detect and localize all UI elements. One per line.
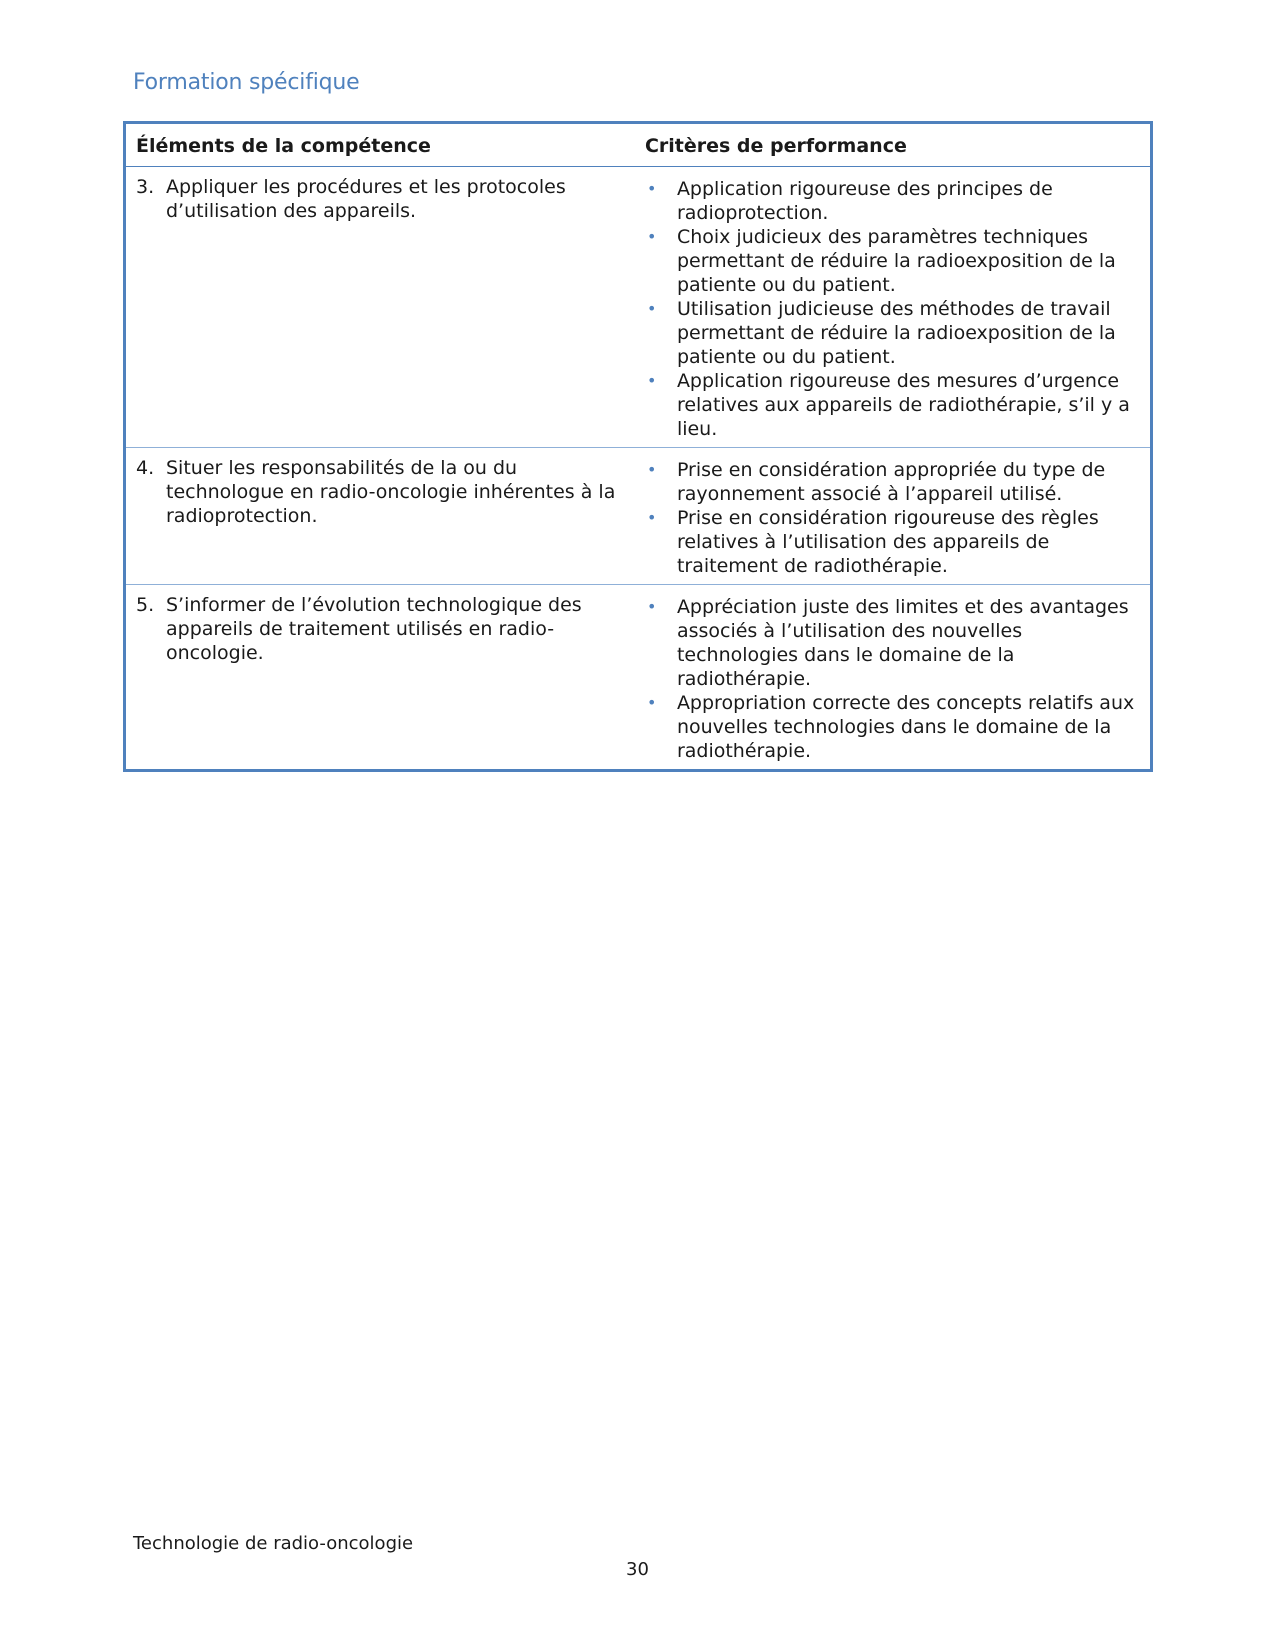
- criteria-item: [645, 506, 1140, 578]
- criteria-text: Application rigoureuse des mesures d’urgence relatives aux appareils de radiothérapie, s’il y a lieu.: [676, 370, 1130, 440]
- bullet-icon: •: [646, 460, 657, 479]
- criteria-list: [645, 458, 1140, 578]
- criteria-text: Application rigoureuse des principes de radioprotection.: [676, 178, 1053, 224]
- column-header-elements: Éléments de la compétence: [125, 123, 635, 167]
- footer-program-name: Technologie de radio-oncologie: [133, 1533, 414, 1554]
- bullet-icon: •: [646, 227, 657, 246]
- page-number: 30: [626, 1559, 649, 1580]
- table-row: [125, 167, 1152, 448]
- table-row: [125, 448, 1152, 585]
- criteria-item: [645, 225, 1140, 297]
- numbered-element: [136, 593, 625, 665]
- numbered-element: [136, 456, 625, 528]
- element-number: 5.: [136, 594, 155, 616]
- element-text: Appliquer les procédures et les protocoles d’utilisation des appareils.: [166, 176, 566, 222]
- element-text: Situer les responsabilités de la ou du technologue en radio-oncologie inhérentes à la radioprotection.: [166, 457, 616, 527]
- bullet-icon: •: [646, 299, 657, 318]
- bullet-icon: •: [646, 508, 657, 527]
- section-title: Formation spécifique: [133, 70, 360, 95]
- element-number: 3.: [136, 176, 155, 198]
- bullet-icon: •: [646, 597, 657, 616]
- element-cell: [125, 448, 635, 585]
- table-header-row: [125, 123, 1152, 167]
- bullet-icon: •: [646, 371, 657, 390]
- criteria-item: [645, 369, 1140, 441]
- criteria-text: Prise en considération appropriée du type de rayonnement associé à l’appareil utilisé.: [676, 459, 1106, 505]
- criteria-cell: [635, 167, 1152, 448]
- criteria-cell: [635, 585, 1152, 771]
- numbered-element: [136, 175, 625, 223]
- criteria-item: [645, 595, 1140, 691]
- criteria-text: Prise en considération rigoureuse des règles relatives à l’utilisation des appareils de traitement de radiothérapie.: [676, 507, 1099, 577]
- criteria-text: Appréciation juste des limites et des avantages associés à l’utilisation des nouvelles technologies dans le domaine de la radiothérapie.: [676, 596, 1129, 690]
- criteria-list: [645, 177, 1140, 441]
- competency-table: [123, 121, 1153, 772]
- table-row: [125, 585, 1152, 771]
- element-text: S’informer de l’évolution technologique des appareils de traitement utilisés en radio-oncologie.: [166, 594, 582, 664]
- criteria-item: [645, 458, 1140, 506]
- element-cell: [125, 585, 635, 771]
- criteria-list: [645, 595, 1140, 763]
- criteria-item: [645, 691, 1140, 763]
- element-cell: [125, 167, 635, 448]
- criteria-text: Choix judicieux des paramètres techniques permettant de réduire la radioexposition de la patiente ou du patient.: [676, 226, 1116, 296]
- bullet-icon: •: [646, 693, 657, 712]
- element-number: 4.: [136, 457, 155, 479]
- criteria-text: Appropriation correcte des concepts relatifs aux nouvelles technologies dans le domaine de la radiothérapie.: [676, 692, 1135, 762]
- bullet-icon: •: [646, 179, 657, 198]
- criteria-item: [645, 297, 1140, 369]
- criteria-item: [645, 177, 1140, 225]
- column-header-criteria: Critères de performance: [635, 123, 1152, 167]
- criteria-text: Utilisation judicieuse des méthodes de travail permettant de réduire la radioexposition de la patiente ou du patient.: [676, 298, 1116, 368]
- criteria-cell: [635, 448, 1152, 585]
